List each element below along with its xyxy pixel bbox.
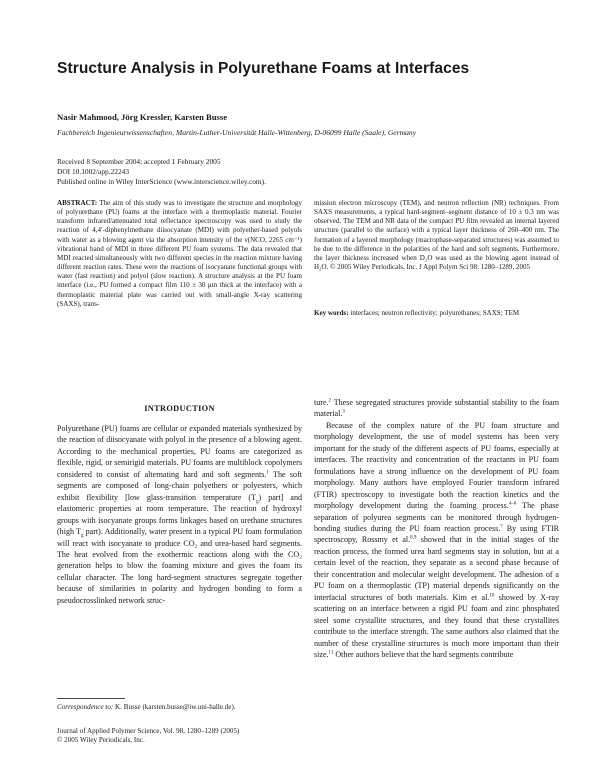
correspondence-label: Correspondence to: [57, 703, 114, 711]
abstract-label: ABSTRACT: [57, 199, 98, 207]
paragraph: Because of the complex nature of the PU foam structure and morphology development, the use of model systems has been very important for the study of the different aspects of PU foams, especially at interfaces. The reactivity and concentration of the reactants in PU foam formulations have a strong influence on the development of PU foam morphology. Many authors have employed Fourier transform infrared (FTIR) spectroscopy to investigate both the reaction kinetics and the morphology development during the foaming process.$^{4-6}$ The phase separation of polyurea segments can be monitored through hydrogen-bonding studies during the PU foam reaction process.$^7$ By using FTIR spectroscopy, Rossmy et al.$^{8,9}$ showed that in the initial stages of the reaction process, the formed urea hard segments stay in solution, but at a certain level of the reaction, they separate as a second phase because of their concentration and molecular weight development. The adhesion of a PU foam on a thermoplastic (TP) material depends significantly on the interfacial structures of both materials. Kim et al.$^{10}$ showed by X-ray scattering on an interface between a rigid PU foam and zinc phosphated steel some crystallite structures, and they found that these crystallites contribute to the interface strength. The same authors also claimed that the number of these crystalline structures is much more important than their size.$^{11}$ Other authors believe that the hard segments contribute [314, 420, 559, 659]
affiliation: Fachbereich Ingenieurwissenschaften, Martin-Luther-Universität Halle-Wittenberg, D-06099 Halle (Saale), Germany [57, 128, 417, 137]
paragraph: Polyurethane (PU) foams are cellular or expanded materials synthesized by the reaction of diisocyanate with polyol in the presence of a blowing agent. According to the mechanical properties, PU foams are categorized as flexible, rigid, or semirigid materials. PU foams are multiblock copolymers considered to consist of alternating hard and soft segments.$^1$ The soft segments are composed of long-chain polyethers or polyesters, which exhibit flexibility [low glass-transition temperature $(T_g)$ part] and elastomeric properties at room temperature. The reaction of hydroxyl groups with isocyanate groups forms linkages based on urethane structures (high $T_g$ part). Additionally, water present in a typical PU foam formulation will react with isocyanate to produce CO₂ and urea-based hard segments. The heat evolved from the exothermic reactions along with the CO₂ generation helps to blow the foaming mixture and gives the foam its cellular character. The long hard-segment structures segregate together because of similarities in polarity and hydrogen bonding to form a pseudocrosslinked network struc- [57, 424, 302, 605]
keywords [314, 309, 559, 318]
citation: 11 [328, 650, 334, 656]
citation: 4–6 [508, 501, 517, 507]
journal-citation: Journal of Applied Polymer Science, Vol. 98, 1280–1289 (2005) [57, 727, 240, 735]
journal-info [57, 727, 239, 745]
published-online: Published online in Wiley InterScience (www.interscience.wiley.com). [57, 177, 266, 186]
doi: DOI 10.1002/app.22243 [57, 167, 130, 176]
received-dates: Received 8 September 2004; accepted 1 February 2005 [57, 157, 221, 166]
body-left-column [57, 423, 302, 606]
correspondence-footnote [57, 703, 236, 711]
body-right-column [314, 397, 559, 660]
author-list: Nasir Mahmood, Jörg Kressler, Karsten Busse [57, 112, 228, 122]
copyright: © 2005 Wiley Periodicals, Inc. [57, 736, 145, 745]
publication-history [57, 157, 266, 187]
abstract-left-column [57, 199, 302, 309]
correspondence-text: K. Busse (karsten.busse@iw.uni-halle.de). [113, 703, 236, 711]
citation: 8,9 [410, 535, 417, 541]
citation: 3 [342, 409, 345, 415]
paragraph: ture.$^2$ These segregated structures provide substantial stability to the foam material.$^3$ [314, 398, 559, 419]
abstract-text-left: The aim of this study was to investigate the structure and morphology of polyurethane (PU) foams at the interface with a thermoplastic material. Fourier transform infrared/attenuated total reflectance spectroscopy was used to study the reaction of 4,4′-diphenylmethane diisocyanate (MDI) with polyether-based polyols with water as a blowing agent via the absorption intensity of the ν(NCO, 2265 cm⁻¹) vibrational band of MDI in three different PU foam systems. The data revealed that MDI reacted simultaneously with two different species in the reaction mixture having different reaction rates. These were the reactions of isocyanate functional groups with water (fast reaction) and polyol (slow reaction). A structure analysis at the PU foam interface (i.e., PU formed a compact film 110 ± 30 μm thick at the interface) with a thermoplastic material plate was carried out with small-angle X-ray scattering (SAXS), trans- [57, 199, 302, 308]
keywords-label: Key words: [314, 309, 349, 317]
citation: 10 [489, 593, 495, 599]
paper-title: Structure Analysis in Polyurethane Foams at Interfaces [57, 60, 470, 77]
abstract-right-column [314, 199, 559, 272]
abstract-text-right: mission electron microscopy (TEM), and neutron reflection (NR) techniques. From SAXS measurements, a typical hard-segment–segment distance of 10 ± 0.3 nm was observed. The TEM and NR data of the compact PU film revealed an internal layered structure (parallel to the surface) with a typical layer thickness of 260–400 nm. The formation of a layered morphology (macrophase-separated structures) was assumed to be due to the difference in the polarities of the hard and soft segments. Furthermore, the layer thickness increased when D₂O was used as the blowing agent instead of H₂O. © 2005 Wiley Periodicals, Inc. J Appl Polym Sci 98: 1280–1289, 2005 [314, 199, 559, 272]
citation: 2 [328, 398, 332, 404]
keywords-text: interfaces; neutron reflectivity; polyurethanes; SAXS; TEM [350, 309, 520, 317]
section-heading-introduction: INTRODUCTION [144, 404, 215, 413]
citation: 1 [266, 470, 269, 476]
citation: 7 [500, 524, 503, 530]
footnote-separator [57, 698, 125, 699]
